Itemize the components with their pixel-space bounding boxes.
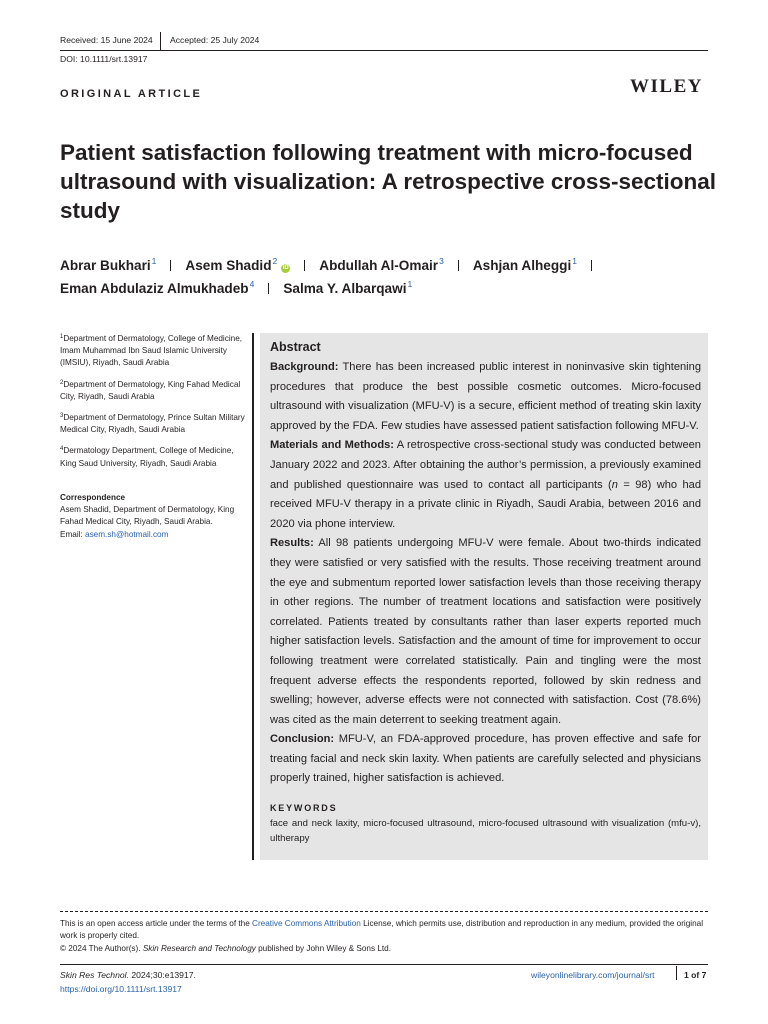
correspondence-text: Asem Shadid, Department of Dermatology, King Fahad Medical City, Riyadh, Saudi Arabia. bbox=[60, 505, 235, 527]
author-separator bbox=[170, 260, 171, 271]
article-type: ORIGINAL ARTICLE bbox=[60, 88, 203, 100]
author-separator bbox=[458, 260, 459, 271]
copyright: © 2024 The Author(s). Skin Research and Technology published by John Wiley & Sons Ltd. bbox=[60, 944, 392, 953]
author-separator bbox=[268, 283, 269, 294]
abstract-rule bbox=[252, 333, 254, 860]
affiliation: $^3$Department of Dermatology, Prince Sultan Military Medical City, Riyadh, Saudi Arabia bbox=[60, 413, 245, 435]
author-separator bbox=[591, 260, 592, 271]
page-number: 1 of 7 bbox=[684, 970, 707, 980]
author[interactable]: Asem Shadid$^2$iD bbox=[185, 256, 289, 273]
email-link[interactable]: asem.sh@hotmail.com bbox=[85, 529, 169, 539]
affiliations bbox=[60, 331, 250, 477]
abstract-heading: Abstract bbox=[270, 340, 321, 354]
keywords: face and neck laxity, micro-focused ultrasound, micro-focused ultrasound with visualization (mfu-v), ultherapy bbox=[270, 818, 701, 844]
received-date: Received: 15 June 2024 bbox=[60, 35, 153, 45]
correspondence bbox=[60, 492, 255, 541]
author[interactable]: Salma Y. Albarqawi$^1$ bbox=[283, 279, 413, 296]
journal-url-link[interactable]: wileyonlinelibrary.com/journal/srt bbox=[531, 970, 655, 980]
publisher-logo: WILEY bbox=[630, 76, 703, 97]
article-title: Patient satisfaction following treatment with micro-focused ultrasound with visualization: A retrospective cross-sectional study bbox=[60, 140, 716, 223]
author[interactable]: Abrar Bukhari$^1$ bbox=[60, 256, 157, 273]
abstract bbox=[270, 340, 701, 789]
affiliation: $^4$Dermatology Department, College of Medicine, King Saud University, Riyadh, Saudi Arabia bbox=[60, 446, 234, 468]
keywords-heading: KEYWORDS bbox=[270, 803, 338, 813]
doi-link[interactable]: https://doi.org/10.1111/srt.13917 bbox=[60, 984, 182, 994]
authors-line-2 bbox=[60, 279, 412, 296]
header-rule bbox=[60, 50, 708, 51]
author[interactable]: Eman Abdulaziz Almukhadeb$^4$ bbox=[60, 279, 255, 296]
accepted-date: Accepted: 25 July 2024 bbox=[170, 35, 260, 45]
orcid-icon[interactable]: iD bbox=[282, 265, 289, 271]
footer-divider bbox=[676, 966, 677, 980]
affiliation: $^2$Department of Dermatology, King Fahad Medical City, Riyadh, Saudi Arabia bbox=[60, 379, 241, 401]
author-separator bbox=[304, 260, 305, 271]
abstract-results: Results: All 98 patients undergoing MFU-V were female. About two-thirds indicated they were satisfied or very satisfied with the results. Those receiving treatment around the eye and submentum reported lower satisfaction levels than those receiving therapy in other regions. The number of treatment locations and satisfaction were positively correlated. Patients treated by consultants rather than laser experts reported much higher satisfaction levels. Satisfaction and the amount of time for improvement to occur following treatment were correlated statistically. Pain and tingling were the most frequent adverse effects the respondents reported, followed by skin redness and swelling; however, adverse effects were not connected with satisfaction. Cost (78.6%) was cited as the main deterrent to seeking treatment again. bbox=[270, 537, 701, 726]
license-notice: This is an open access article under the terms of the Creative Commons Attribution License, which permits use, distribution and reproduction in any medium, provided the original work is properly cited. bbox=[60, 919, 704, 940]
header-divider bbox=[160, 32, 161, 50]
footer-dashed-rule bbox=[60, 911, 708, 912]
journal-citation: Skin Res Technol. 2024;30:e13917. bbox=[60, 970, 196, 980]
cc-license-link[interactable]: Creative Commons Attribution bbox=[252, 919, 361, 928]
abstract-background: Background: There has been increased public interest in noninvasive skin tightening procedures that produce the best possible cosmetic outcomes. Micro-focused ultrasound with visualization (MFU-V) is a secure, efficient method of treating skin laxity approved by the FDA. Few studies have assessed patient satisfaction following MFU-V. bbox=[270, 361, 701, 432]
correspondence-heading: Correspondence bbox=[60, 493, 126, 502]
author[interactable]: Abdullah Al-Omair$^3$ bbox=[319, 256, 444, 273]
abstract-conclusion: Conclusion: MFU-V, an FDA-approved procedure, has proven effective and safe for treating facial and neck skin laxity. When patients are carefully selected and physicians properly trained, higher satisfaction is achieved. bbox=[270, 733, 701, 785]
footer-rule bbox=[60, 964, 708, 965]
authors-line-1 bbox=[60, 256, 606, 273]
author[interactable]: Ashjan Alheggi$^1$ bbox=[472, 256, 577, 273]
doi: DOI: 10.1111/srt.13917 bbox=[60, 54, 148, 64]
abstract-methods: Materials and Methods: A retrospective cross-sectional study was conducted between January 2022 and 2023. After obtaining the author’s permission, a previously examined and published questionnaire was used to contact all participants (n = 98) who had received MFU-V therapy in a private clinic in Riyadh, Saudi Arabia, between 2016 and 2020 via phone interview. bbox=[270, 439, 702, 530]
affiliation: $^1$Department of Dermatology, College of Medicine, Imam Muhammad Ibn Saud Islamic University (IMSIU), Riyadh, Saudi Arabia bbox=[60, 334, 243, 368]
correspondence-email: Email: asem.sh@hotmail.com bbox=[60, 529, 169, 539]
